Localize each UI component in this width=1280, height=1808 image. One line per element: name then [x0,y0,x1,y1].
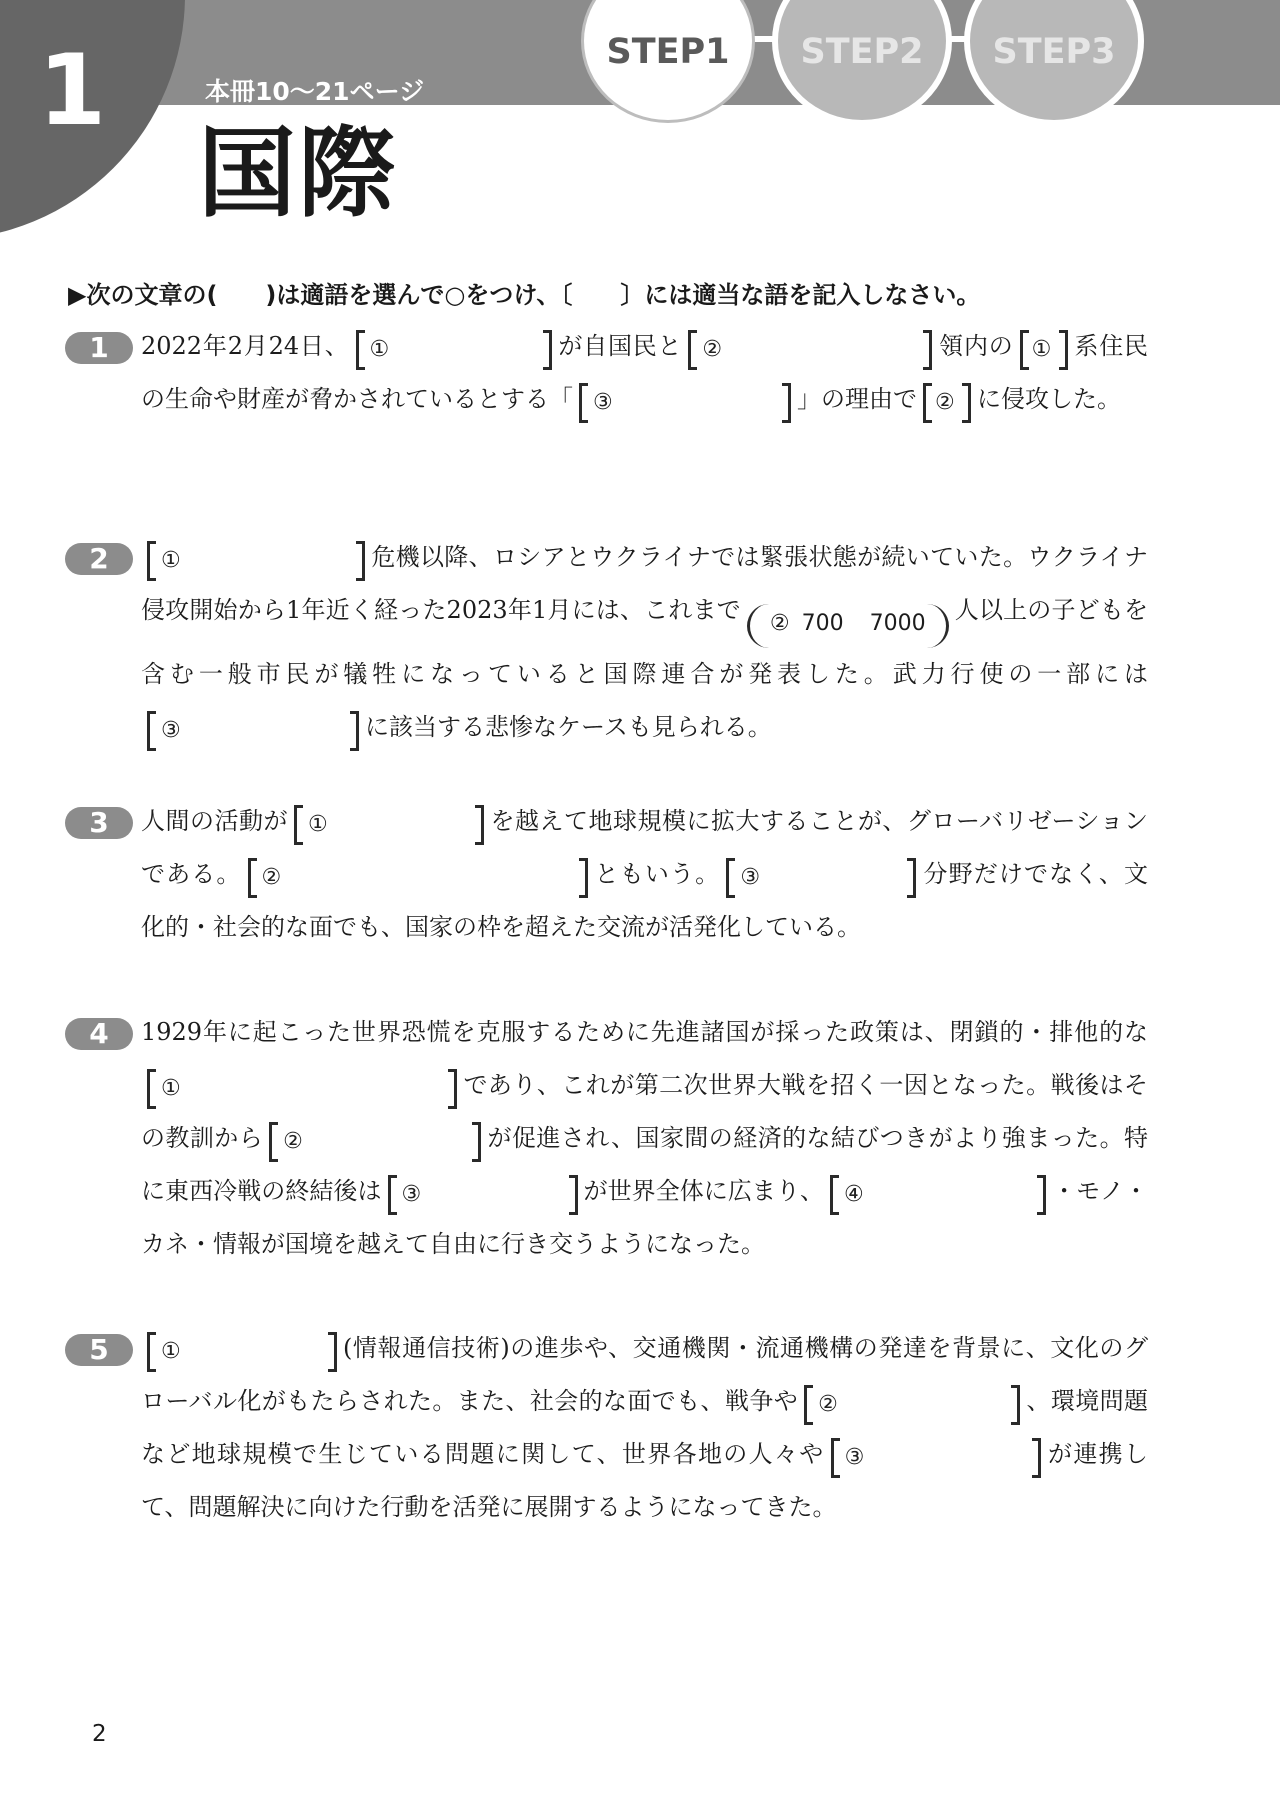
blank-mark: ② [935,390,955,415]
blank-mark: ① [1031,337,1052,362]
text-run: ともいう。 [593,860,721,888]
blank-mark: ③ [593,390,613,415]
question-2 [89,531,1149,754]
text-run: 化のグローバル化がもたらされた。また、社会的な面でも、戦争や [141,1334,1148,1415]
text-run: ションである。 [141,807,1148,888]
text-run: 環境問題など地球規模で生じている問題に関して、世界各地の人々や [141,1387,1149,1468]
text-run: ライナ侵攻開始から1年近く経った2023年1月には、これまで [141,543,1149,624]
answer-blank[interactable] [147,541,365,581]
text-run: 人間の活動が [141,807,288,835]
blank-mark: ② [283,1129,303,1154]
question-4 [89,1006,1149,1271]
text-run: が促進され、国家間の経済的な結びつきがより強まっ [487,1124,1076,1152]
answer-blank [923,383,971,423]
chapter-number: 1 [38,34,107,148]
text-run: 系 [1073,332,1100,360]
blank-mark: ② [818,1392,838,1417]
text-run: 後はその教訓から [141,1071,1149,1152]
choice-mark: ② [769,611,790,636]
text-run: (情報通信技術)の進歩や、交通機関・流通機構の発達を背景に、文 [343,1334,1075,1362]
answer-blank[interactable] [147,711,359,751]
question-number: 1 [65,332,133,364]
step-label: STEP3 [992,32,1116,72]
text-run: 」の理由で [797,385,917,413]
answer-blank[interactable] [688,330,932,370]
choice-option[interactable]: 7000 [869,611,926,636]
text-run: が連携して、問題解決に向けた行動を活発に展開するようになってきた。 [141,1440,1148,1521]
question-text [93,320,1148,426]
text-run: 、 [1026,1387,1051,1415]
blank-mark: ① [369,337,390,362]
blank-mark: ① [161,1339,181,1364]
text-run: が自国民と [557,332,683,360]
text-run: 危機以降、ロシアとウクライナでは緊張状態が続いていた。ウク [371,543,1077,571]
answer-blank[interactable] [831,1438,1041,1478]
text-run: に該当する悲惨なケースも見られる。 [365,713,772,741]
blank-mark: ③ [740,865,761,890]
question-text [93,1322,1148,1534]
question-number: 2 [65,543,133,575]
blank-mark: ③ [401,1182,422,1207]
text-run: 2022年2月24日、 [141,332,350,360]
choice-option[interactable]: 700 [801,611,844,636]
text-run: た。特に東西冷戦の終結後は [141,1124,1149,1205]
blank-mark: ③ [844,1445,865,1470]
answer-blank[interactable] [830,1175,1046,1215]
page-number: 2 [92,1721,107,1747]
text-run: 分野だけでなく、 [922,860,1125,888]
blank-mark: ④ [844,1182,864,1207]
choice-parentheses [747,604,949,648]
blank-mark: ② [261,865,282,890]
text-run: 的な [1099,1018,1148,1046]
text-run: た。 [1073,385,1121,413]
text-run: モノ・カネ・情報が国境を越えて自由に行き交うようになった。 [141,1177,1149,1258]
question-number: 4 [65,1018,133,1050]
blank-mark: ② [702,337,723,362]
text-run: 子どもを含む一般市民が犠牲になっていると国際連合が発表した。武力行使の一部には [141,596,1149,688]
question-text [93,531,1148,754]
answer-blank[interactable] [726,858,916,898]
text-run: 人以上の [954,596,1052,624]
answer-blank[interactable] [356,330,552,370]
blank-mark: ① [161,548,181,573]
step-label: STEP2 [800,32,924,72]
text-run: を越えて地球規模に拡大することが、グローバリゼー [489,807,1076,835]
answer-blank [1020,330,1068,370]
blank-mark: ① [307,812,328,837]
answer-blank[interactable] [147,1332,337,1372]
answer-blank[interactable] [269,1122,481,1162]
question-text [93,1006,1148,1271]
text-run: であり、これが第二次世界大戦を招く一因となった。戦 [463,1071,1076,1099]
text-run: 領内の [938,332,1014,360]
text-run: 住民の生命や財産が脅かされているとする「 [141,332,1149,413]
page-reference: 本冊10〜21ページ [205,77,425,106]
page-title: 国際 [198,117,399,231]
answer-blank[interactable] [248,858,588,898]
question-number: 5 [65,1334,133,1366]
answer-blank[interactable] [147,1069,457,1109]
question-1 [89,320,1149,426]
question-text [93,795,1148,954]
text-run: 文化的・社会的な面でも、国家の枠を超えた交流が活発化している。 [141,860,1149,941]
instruction-text: ▶次の文章の( )は適語を選んで○をつけ、〔 〕には適当な語を記入しなさい。 [68,281,981,309]
step-label: STEP1 [606,32,730,72]
answer-blank[interactable] [294,805,484,845]
answer-blank[interactable] [388,1175,578,1215]
text-run: ・ [1052,1177,1077,1205]
answer-blank[interactable] [579,383,791,423]
blank-mark: ③ [161,718,181,743]
text-run: が世界全体に広まり、 [583,1177,825,1205]
text-run: 1929年に起こった世界恐慌を克服するために先進諸国が採った政策は、閉鎖的・排他 [141,1018,1100,1046]
question-5 [89,1322,1149,1534]
blank-mark: ① [161,1076,181,1101]
text-run: に侵攻し [977,385,1073,413]
question-number: 3 [65,807,133,839]
question-3 [89,795,1149,954]
answer-blank[interactable] [804,1385,1020,1425]
